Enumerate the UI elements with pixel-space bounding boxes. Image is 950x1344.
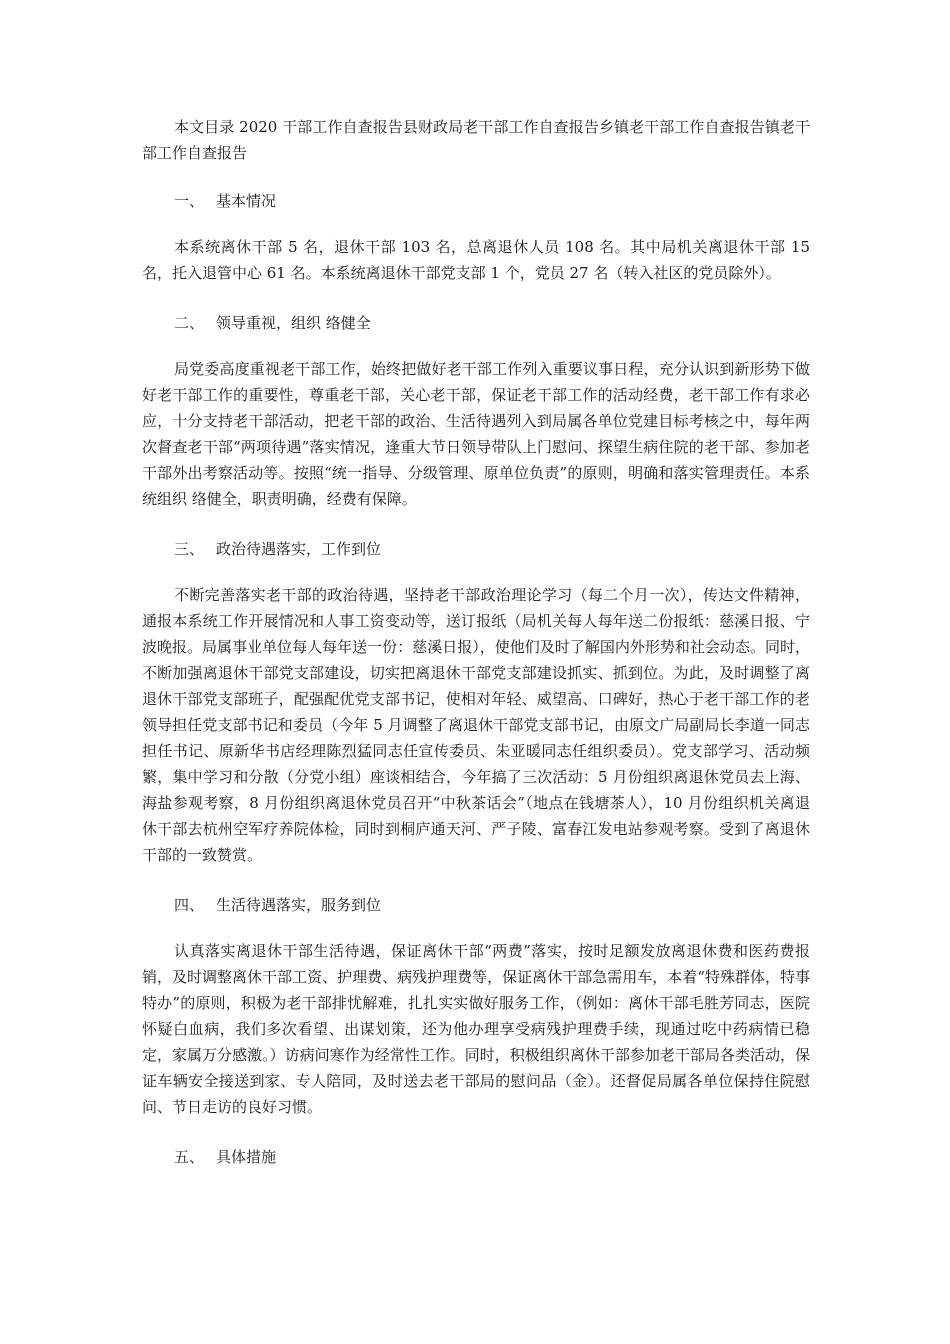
section-paragraph: 不断完善落实老干部的政治待遇，坚持老干部政治理论学习（每二个月一次），传达文件精神，通报本系统工作开展情况和人事工资变动等，送订报纸（局机关每人每年送二份报纸：慈溪日报、宁波晚报。局属事业单位每人每年送一份：慈溪日报），使他们及时了解国内外形势和社会动态。同时，不断加强离退休干部党支部建设，切实把离退休干部党支部建设抓实、抓到位。为此，及时调整了离退休干部党支部班子，配强配优党支部书记，使相对年轻、威望高、口碑好，热心于老干部工作的老领导担任党支部书记和委员（今年 5 月调整了离退休干部党支部书记，由原文广局副局长李道一同志担任书记、原新华书店经理陈烈猛同志任宣传委员、朱亚暖同志任组织委员）。党支部学习、活动频繁，集中学习和分散（分党小组）座谈相结合，今年搞了三次活动：5 月份组织离退休党员去上海、海盐参观考察，8 月份组织离退休党员召开“中秋茶话会”（地点在钱塘茶人），10 月份组织机关离退休干部去杭州空军疗养院体检，同时到桐庐通天河、严子陵、富春江发电站参观考察。受到了离退休干部的一致赞赏。 <box>142 586 810 864</box>
section-paragraph: 认真落实离退休干部生活待遇，保证离休干部“两费”落实，按时足额发放离退休费和医药费报销，及时调整离休干部工资、护理费、病残护理费等，保证离休干部急需用车，本着“特殊群体，特事特办”的原则，积极为老干部排忧解难，扎扎实实做好服务工作，（例如：离休干部毛胜芳同志，医院怀疑白血病，我们多次看望、出谋划策，还为他办理享受病残护理费手续，现通过吃中药病情已稳定，家属万分感激。）访病问寒作为经常性工作。同时，积极组织离休干部参加老干部局各类活动，保证车辆安全接送到家、专人陪同，及时送去老干部局的慰问品（金）。还督促局属各单位保持住院慰问、节日走访的良好习惯。 <box>142 942 810 1116</box>
table-of-contents: 本文目录 2020 干部工作自查报告县财政局老干部工作自查报告乡镇老干部工作自查报告镇老干部工作自查报告 <box>142 118 810 162</box>
section-paragraph: 局党委高度重视老干部工作，始终把做好老干部工作列入重要议事日程，充分认识到新形势下做好老干部工作的重要性，尊重老干部，关心老干部，保证老干部工作的活动经费，老干部工作有求必应，十分支持老干部活动，把老干部的政治、生活待遇列入到局属各单位党建目标考核之中，每年两次督查老干部“两项待遇”落实情况，逢重大节日领导带队上门慰问、探望生病住院的老干部、参加老干部外出考察活动等。按照“统一指导、分级管理、原单位负责”的原则，明确和落实管理责任。本系统组织 络健全，职责明确，经费有保障。 <box>142 360 810 508</box>
section-title: 基本情况 <box>216 192 277 210</box>
document-body <box>142 114 810 1170</box>
section-heading-4 <box>142 892 810 918</box>
section-heading-2 <box>142 310 810 336</box>
section-heading-3 <box>142 536 810 562</box>
section-heading-1 <box>142 188 810 214</box>
section-number: 五、 <box>174 1148 205 1166</box>
section-title: 具体措施 <box>216 1148 277 1166</box>
section-paragraph: 本系统离休干部 5 名，退休干部 103 名，总离退休人员 108 名。其中局机关离退休干部 15 名，托入退管中心 61 名。本系统离退休干部党支部 1 个，党员 27 名（转入社区的党员除外）。 <box>142 238 810 282</box>
section-number: 二、 <box>174 314 205 332</box>
section-heading-5 <box>142 1144 810 1170</box>
section-title: 政治待遇落实，工作到位 <box>216 540 382 558</box>
section-title: 生活待遇落实，服务到位 <box>216 896 382 914</box>
section-number: 四、 <box>174 896 205 914</box>
section-number: 三、 <box>174 540 205 558</box>
section-number: 一、 <box>174 192 205 210</box>
section-title: 领导重视，组织 络健全 <box>216 314 371 332</box>
